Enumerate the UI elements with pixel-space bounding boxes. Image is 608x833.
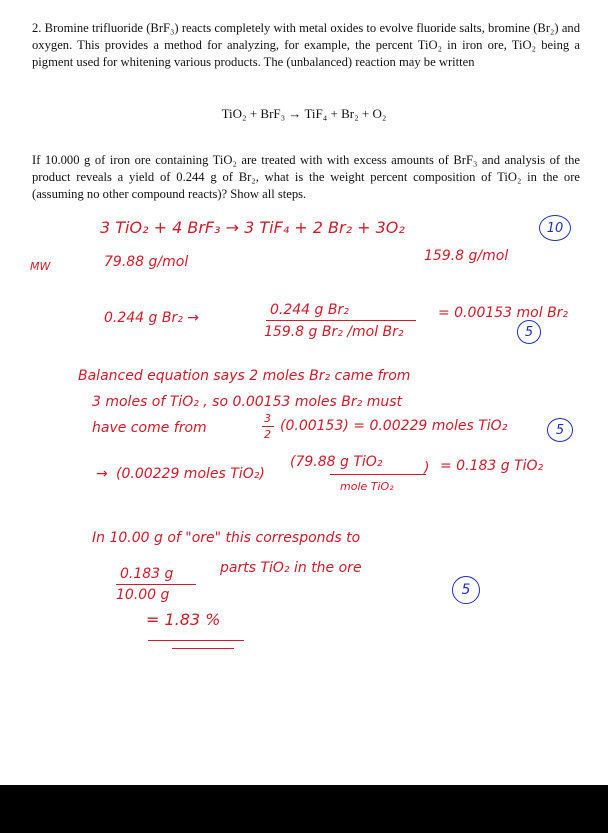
fraction-3-numerator: 3 bbox=[264, 412, 271, 425]
explanation-line-1: Balanced equation says 2 moles Br₂ came from bbox=[78, 368, 411, 384]
step5-fraction-bar bbox=[116, 584, 196, 585]
mw-label: MW bbox=[30, 260, 51, 273]
mw-br2: 159.8 g/mol bbox=[424, 248, 509, 264]
explanation-line-3b: (0.00153) = 0.00229 moles TiO₂ bbox=[280, 418, 508, 434]
step4-text: In 10.00 g of "ore" this corresponds to bbox=[92, 530, 361, 546]
step1-fraction-bar bbox=[266, 320, 416, 321]
step3-moles: (0.00229 moles TiO₂) bbox=[116, 466, 265, 482]
score-3: 5 bbox=[555, 422, 565, 438]
step5-denominator: 10.00 g bbox=[116, 587, 170, 603]
score-circle-4 bbox=[452, 576, 480, 604]
problem-paragraph-2: If 10.000 g of iron ore containing TiO₂ are treated with with excess amounts of BrF₃ and analysis of the product reveals a yield of 0.244 g of Br₂, what is the weight percent composition of TiO₂ in the ore (assuming no other compound reacts)? Show all steps. bbox=[32, 153, 580, 201]
step3-mass-denominator: mole TiO₂ bbox=[340, 480, 394, 493]
step3-fraction-bar bbox=[330, 474, 426, 475]
score-circle-1 bbox=[539, 215, 571, 241]
score-1: 10 bbox=[546, 220, 564, 236]
step3-mass-numerator: (79.88 g TiO₂ bbox=[290, 454, 383, 470]
fraction-2-denominator: 2 bbox=[264, 428, 271, 441]
problem-paragraph-1 bbox=[32, 20, 580, 71]
black-footer-bar bbox=[0, 785, 608, 833]
mw-tio2: 79.88 g/mol bbox=[104, 254, 189, 270]
final-answer: = 1.83 % bbox=[146, 610, 221, 629]
fraction-3-2-bar bbox=[262, 426, 274, 427]
step1-result: = 0.00153 mol Br₂ bbox=[438, 305, 569, 321]
explanation-line-3a: have come from bbox=[92, 420, 207, 436]
score-circle-2 bbox=[517, 320, 541, 344]
step1-denominator: 159.8 g Br₂ /mol Br₂ bbox=[264, 324, 404, 340]
step5-text: parts TiO₂ in the ore bbox=[220, 560, 362, 576]
step3-result: = 0.183 g TiO₂ bbox=[440, 458, 544, 474]
step1-left: 0.244 g Br₂ → bbox=[104, 310, 200, 326]
step3-close-paren: ) bbox=[424, 460, 430, 476]
step3-arrow: → bbox=[96, 466, 108, 482]
final-underline-1 bbox=[148, 640, 244, 641]
step1-numerator: 0.244 g Br₂ bbox=[270, 302, 349, 318]
explanation-line-2: 3 moles of TiO₂ , so 0.00153 moles Br₂ must bbox=[92, 394, 402, 410]
problem-equation: TiO₂ + BrF₃ → TiF₄ + Br₂ + O₂ bbox=[221, 106, 387, 121]
step5-numerator: 0.183 g bbox=[120, 566, 174, 582]
final-underline-2 bbox=[172, 648, 234, 649]
balanced-equation: 3 TiO₂ + 4 BrF₃ → 3 TiF₄ + 2 Br₂ + 3O₂ bbox=[100, 218, 405, 237]
score-2: 5 bbox=[524, 324, 534, 340]
score-circle-3 bbox=[547, 418, 573, 442]
score-4: 5 bbox=[461, 582, 471, 598]
problem-intro: Bromine trifluoride (BrF₃) reacts completely with metal oxides to evolve fluoride salts, bromine (Br₂) and oxygen. This provides a method for analyzing, for example, the percent TiO₂ in iron ore, TiO₂ being a pigment used for whitening various products. The (unbalanced) reaction may be written bbox=[32, 21, 580, 69]
problem-number: 2. bbox=[32, 21, 42, 35]
